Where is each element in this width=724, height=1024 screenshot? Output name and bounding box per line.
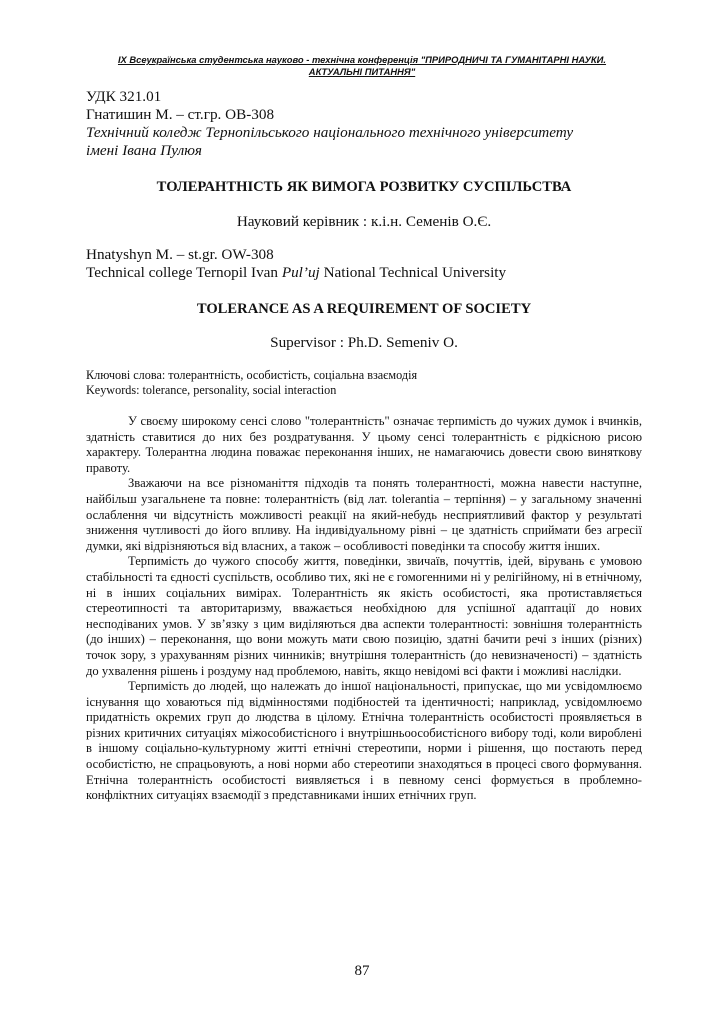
institution-suffix-en: National Technical University	[319, 264, 507, 281]
author-line-en: Hnatyshyn M. – st.gr. OW-308	[86, 246, 274, 263]
supervisor-ua: Науковий керівник : к.і.н. Семенів О.Є.	[236, 213, 492, 230]
author-info-en	[86, 246, 642, 282]
supervisor-en	[86, 334, 642, 352]
supervisor-prefix-en: Supervisor :	[270, 334, 348, 351]
keywords-en: Keywords: tolerance, personality, social interaction	[86, 383, 337, 397]
keywords-block	[86, 368, 642, 398]
keywords-ua: Ключові слова: толерантність, особистість, соціальна взаємодія	[86, 368, 418, 382]
paragraph: Зважаючи на все різноманіття підходів та понять толерантності, можна навести наступне, найбільш узагальнене та повне: толерантність (від лат. tolerantia – терпіння) – у загальному значенні ослаблення чи відсутність можливості реакції на який-небудь несприятливий фактор у результаті зниження чутливості до його впливу. На індивідуальному рівні – це здатність сприймати без агресії думки, які відрізняються від власних, а також – особливості поведінки та способу життя інших.	[86, 476, 642, 553]
page-number: 87	[354, 963, 370, 979]
institution-line-2-ua: імені Івана Пулюя	[86, 142, 202, 159]
running-header-line-2: АКТУАЛЬНІ ПИТАННЯ"	[308, 66, 416, 77]
institution-city-en: Ternopil Ivan	[195, 264, 282, 281]
supervisor-degree-en: Ph.D.	[347, 334, 383, 351]
paper-title-en: TOLERANCE AS A REQUIREMENT OF SOCIETY	[196, 301, 532, 317]
author-info-ua	[86, 88, 642, 160]
institution-line-en	[86, 264, 642, 282]
paragraph: У своєму широкому сенсі слово "толерантність" означає терпимість до чужих думок і вчинків, здатність ставитися до них без роздратування. У цьому сенсі толерантність є рідкісною рисою характеру. Толерантна людина поважає переконання інших, не намагаючись довести свою виняткову правоту.	[86, 414, 642, 475]
running-header	[90, 54, 634, 78]
udc-code: УДК 321.01	[86, 88, 162, 105]
institution-name-italic-en: Pul’uj	[281, 264, 320, 281]
paragraph: Терпимість до чужого способу життя, поведінки, звичаїв, почуттів, ідей, вірувань є умовою стабільності та єдності суспільств, особливо тих, які не є гомогенними ні у релігійному, ні в етнічному, ні в інших соціальних вимірах. Толерантність як якість особистості, яка протиставляється стереотипності та авторитаризму, вважається необхідною для успішної адаптації до нових несподіваних умов. У зв’язку з цим виділяються два аспекти толерантності: зовнішня толерантність (до інших) – переконання, що вони можуть мати свою позицію, здатні бачити речі з інших (різних) точок зору, з урахуванням різних чинників; внутрішня толерантність (до невизначеності) – здатність до ухвалення рішень і роздуму над проблемою, навіть, якщо невідомі всі факти і можливі наслідки.	[86, 554, 642, 678]
paragraph: Терпимість до людей, що належать до іншої національності, припускає, що ми усвідомлюємо існування що ховаються під відмінностями подібностей та ідентичності; наприклад, усвідомлюємо придатність окремих груп до людства в цілому. Етнічна толерантність особистості проявляється в різних критичних ситуаціях міжособистісного і внутрішньоособистісного вибору тоді, коли вироблені в іншому соціально-культурному житті етнічні стереотипи, норми і рішення, що постають перед особистістю, не спрацьовують, а нові норми або стереотипи знаходяться в процесі свого формування. Етнічна толерантність особистості виявляється і в певному сенсі формується в проблемно-конфліктних ситуаціях взаємодії з представниками інших етнічних груп.	[86, 679, 642, 803]
running-header-line-1: IX Всеукраїнська студентська науково - технічна конференція "ПРИРОДНИЧІ ТА ГУМАНІТАРНІ НАУКИ.	[117, 54, 607, 65]
institution-line-1-ua: Технічний коледж Тернопільського національного технічного університету	[86, 124, 574, 141]
supervisor-name-en: Semeniv O.	[382, 334, 458, 351]
author-line-ua: Гнатишин М. – ст.гр. ОВ-308	[86, 106, 275, 123]
body-text	[86, 414, 642, 804]
paper-title-ua: ТОЛЕРАНТНІСТЬ ЯК ВИМОГА РОЗВИТКУ СУСПІЛЬСТВА	[156, 179, 572, 195]
institution-prefix-en: Technical college	[86, 264, 196, 281]
